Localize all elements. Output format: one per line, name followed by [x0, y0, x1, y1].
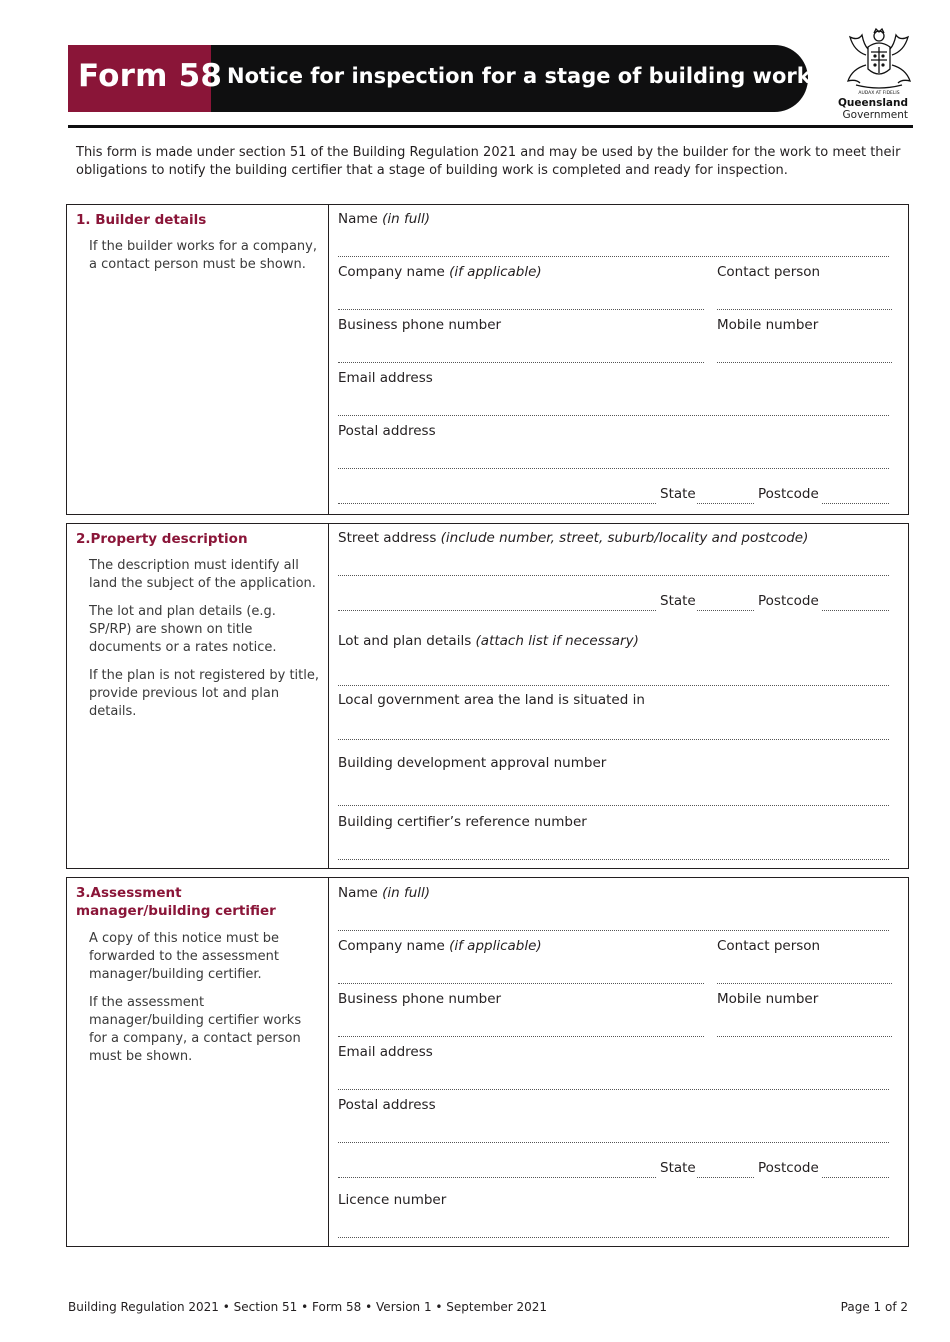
state-input[interactable]: [697, 1177, 754, 1178]
postal-label: Postal address: [338, 423, 436, 439]
name-input[interactable]: [338, 930, 889, 931]
postcode-label: Postcode: [758, 593, 819, 609]
queensland-crest-icon: [840, 25, 918, 97]
email-label: Email address: [338, 370, 433, 386]
street-label: Street address (include number, street, suburb/locality and postcode): [338, 530, 809, 546]
company-input[interactable]: [338, 309, 704, 310]
form-number: Form 58: [78, 58, 223, 94]
certifier-reference-input[interactable]: [338, 859, 889, 860]
section-divider: [328, 205, 329, 514]
mobile-input[interactable]: [717, 362, 892, 363]
logo-name: Queensland: [837, 97, 908, 109]
company-label: Company name (if applicable): [338, 264, 542, 280]
section-note: A copy of this notice must be forwarded to the assessment manager/building certifier.: [89, 931, 280, 982]
contact-label: Contact person: [717, 938, 821, 954]
name-label: Name (in full): [338, 211, 431, 227]
footer-citation: Building Regulation 2021 • Section 51 • Form 58 • Version 1 • September 2021: [68, 1300, 547, 1314]
mobile-label: Mobile number: [717, 317, 819, 333]
form-title: Notice for inspection for a stage of building work: [227, 64, 811, 88]
email-input[interactable]: [338, 1089, 889, 1090]
licence-number-label: Licence number: [338, 1192, 447, 1208]
section-note: The lot and plan details (e.g. SP/RP) are shown on title documents or a rates notice.: [89, 604, 277, 655]
section-note: If the assessment manager/building certifier works for a company, a contact person must be shown.: [89, 995, 302, 1064]
postal-input-line2[interactable]: [338, 1177, 656, 1178]
certifier-reference-label: Building certifier’s reference number: [338, 814, 587, 830]
postcode-label: Postcode: [758, 1160, 819, 1176]
section-note: If the builder works for a company, a contact person must be shown.: [89, 239, 317, 272]
lot-plan-label: Lot and plan details (attach list if necessary): [338, 633, 639, 649]
section-divider: [328, 878, 329, 1246]
state-label: State: [660, 1160, 696, 1176]
postal-label: Postal address: [338, 1097, 436, 1113]
page-number: Page 1 of 2: [840, 1300, 908, 1314]
approval-number-label: Building development approval number: [338, 755, 607, 771]
contact-label: Contact person: [717, 264, 821, 280]
section-number: 1.: [76, 212, 91, 228]
postcode-input[interactable]: [822, 1177, 889, 1178]
email-input[interactable]: [338, 415, 889, 416]
section-note: If the plan is not registered by title, provide previous lot and plan details.: [89, 668, 320, 719]
licence-number-input[interactable]: [338, 1237, 889, 1238]
mobile-label: Mobile number: [717, 991, 819, 1007]
lga-input[interactable]: [338, 739, 889, 740]
phone-label: Business phone number: [338, 991, 502, 1007]
state-label: State: [660, 593, 696, 609]
section-divider: [328, 524, 329, 868]
phone-input[interactable]: [338, 362, 704, 363]
phone-label: Business phone number: [338, 317, 502, 333]
state-input[interactable]: [697, 503, 754, 504]
name-input[interactable]: [338, 256, 889, 257]
section-title: Property description: [90, 531, 248, 547]
lot-plan-input[interactable]: [338, 685, 889, 686]
company-input[interactable]: [338, 983, 704, 984]
section-title: Assessment manager/building certifier: [76, 885, 276, 919]
company-label: Company name (if applicable): [338, 938, 542, 954]
name-label: Name (in full): [338, 885, 431, 901]
postcode-input[interactable]: [822, 503, 889, 504]
section-heading: [76, 211, 316, 229]
contact-input[interactable]: [717, 983, 892, 984]
contact-input[interactable]: [717, 309, 892, 310]
lga-label: Local government area the land is situated in: [338, 692, 645, 708]
postcode-label: Postcode: [758, 486, 819, 502]
section-note: The description must identify all land the subject of the application.: [89, 558, 316, 591]
section-heading: [76, 884, 316, 920]
state-input[interactable]: [697, 610, 754, 611]
street-input[interactable]: [338, 575, 889, 576]
header-rule: [68, 125, 913, 128]
postal-input[interactable]: [338, 468, 889, 469]
email-label: Email address: [338, 1044, 433, 1060]
street-input-line2[interactable]: [338, 610, 656, 611]
section-title: Builder details: [95, 212, 207, 228]
postal-input[interactable]: [338, 1142, 889, 1143]
section-heading: [76, 530, 316, 548]
form-number-badge: [68, 45, 223, 112]
svg-text:AUDAX AT FIDELIS: AUDAX AT FIDELIS: [858, 91, 900, 96]
section-number: 3.: [76, 885, 91, 901]
logo-subtitle: Government: [842, 109, 908, 121]
postcode-input[interactable]: [822, 610, 889, 611]
section-number: 2.: [76, 531, 91, 547]
postal-input-line2[interactable]: [338, 503, 656, 504]
phone-input[interactable]: [338, 1036, 704, 1037]
state-label: State: [660, 486, 696, 502]
mobile-input[interactable]: [717, 1036, 892, 1037]
approval-number-input[interactable]: [338, 805, 889, 806]
intro-text: This form is made under section 51 of the Building Regulation 2021 and may be used by the builder for the work to meet their obligations to notify the building certifier that a stage of building work is completed and ready for inspection.: [76, 145, 901, 178]
